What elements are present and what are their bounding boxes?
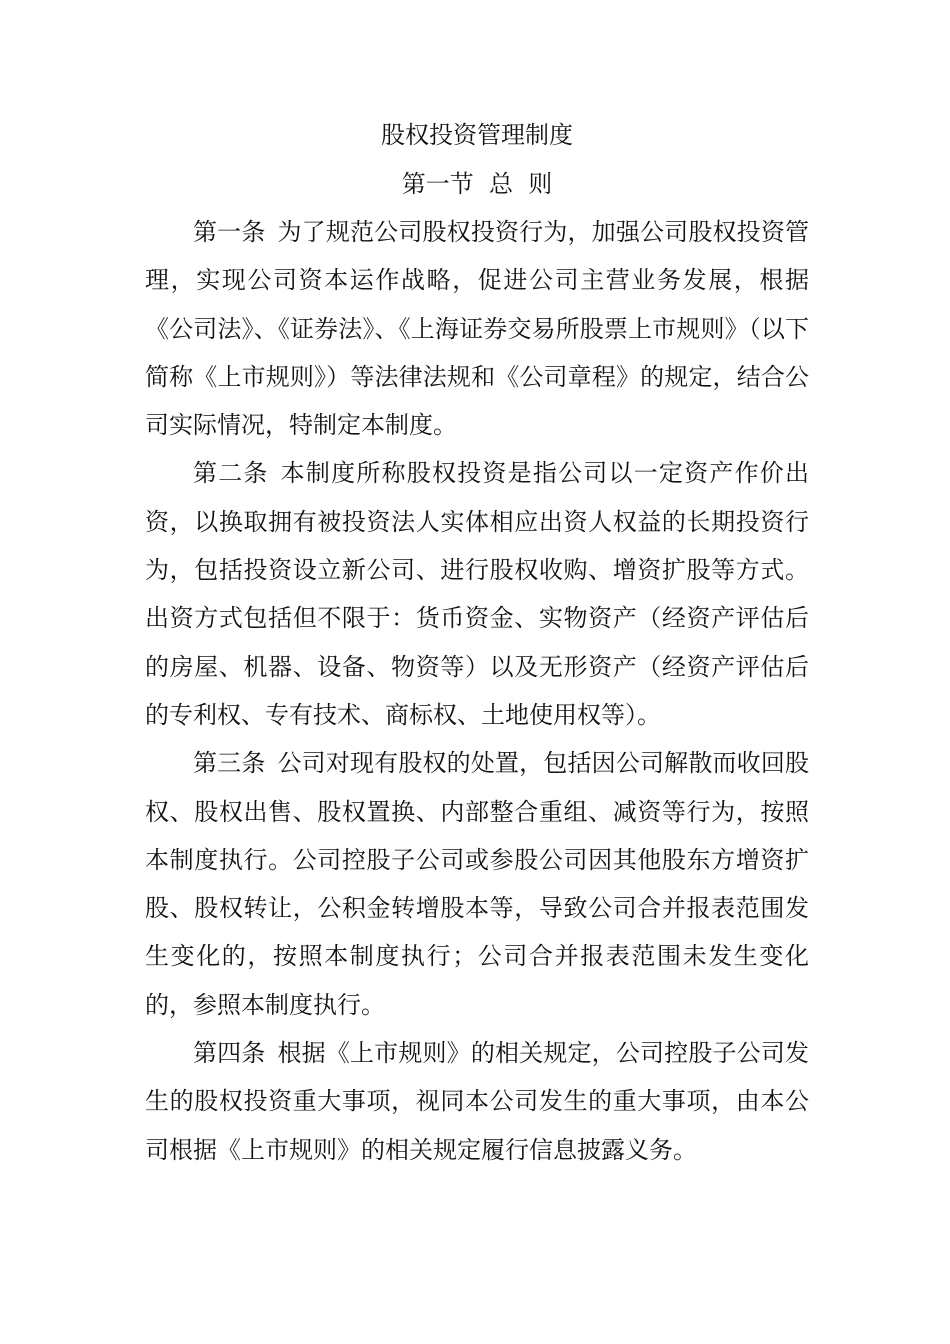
article-1-label: 第一条 <box>193 218 266 246</box>
article-2-text: 本制度所称股权投资是指公司以一定资产作价出资，以换取拥有被投资法人实体相应出资人权益的长期投资行为，包括投资设立新公司、进行股权收购、增资扩股等方式。出资方式包括但不限于：货币资金、实物资产（经资产评估后的房屋、机器、设备、物资等）以及无形资产（经资产评估后的专利权、专有技术、商标权、土地使用权等）。 <box>145 459 810 729</box>
article-4-label: 第四条 <box>193 1039 266 1068</box>
section-heading: 第一节 总 则 <box>401 170 553 198</box>
article-1-text: 为了规范公司股权投资行为，加强公司股权投资管理，实现公司资本运作战略，促进公司主营业务发展，根据《公司法》、《证券法》、《上海证券交易所股票上市规则》（以下简称《上市规则》）等法律法规和《公司章程》的规定，结合公司实际情况，特制定本制度。 <box>145 218 809 440</box>
article-4 <box>145 1029 809 1174</box>
article-3-label: 第三条 <box>193 749 266 778</box>
article-4-text: 根据《上市规则》的相关规定，公司控股子公司发生的股权投资重大事项，视同本公司发生的重大事项，由本公司根据《上市规则》的相关规定履行信息披露义务。 <box>145 1039 809 1164</box>
article-1 <box>145 208 809 449</box>
document-body <box>145 110 809 1174</box>
article-2 <box>145 449 809 739</box>
document-title: 股权投资管理制度 <box>381 121 573 149</box>
article-2-label: 第二条 <box>193 459 269 488</box>
article-3 <box>145 739 809 1029</box>
article-3-text: 公司对现有股权的处置，包括因公司解散而收回股权、股权出售、股权置换、内部整合重组、减资等行为，按照本制度执行。公司控股子公司或参股公司因其他股东方增资扩股、股权转让，公积金转增股本等，导致公司合并报表范围发生变化的，按照本制度执行；公司合并报表范围未发生变化的，参照本制度执行。 <box>145 749 809 1019</box>
